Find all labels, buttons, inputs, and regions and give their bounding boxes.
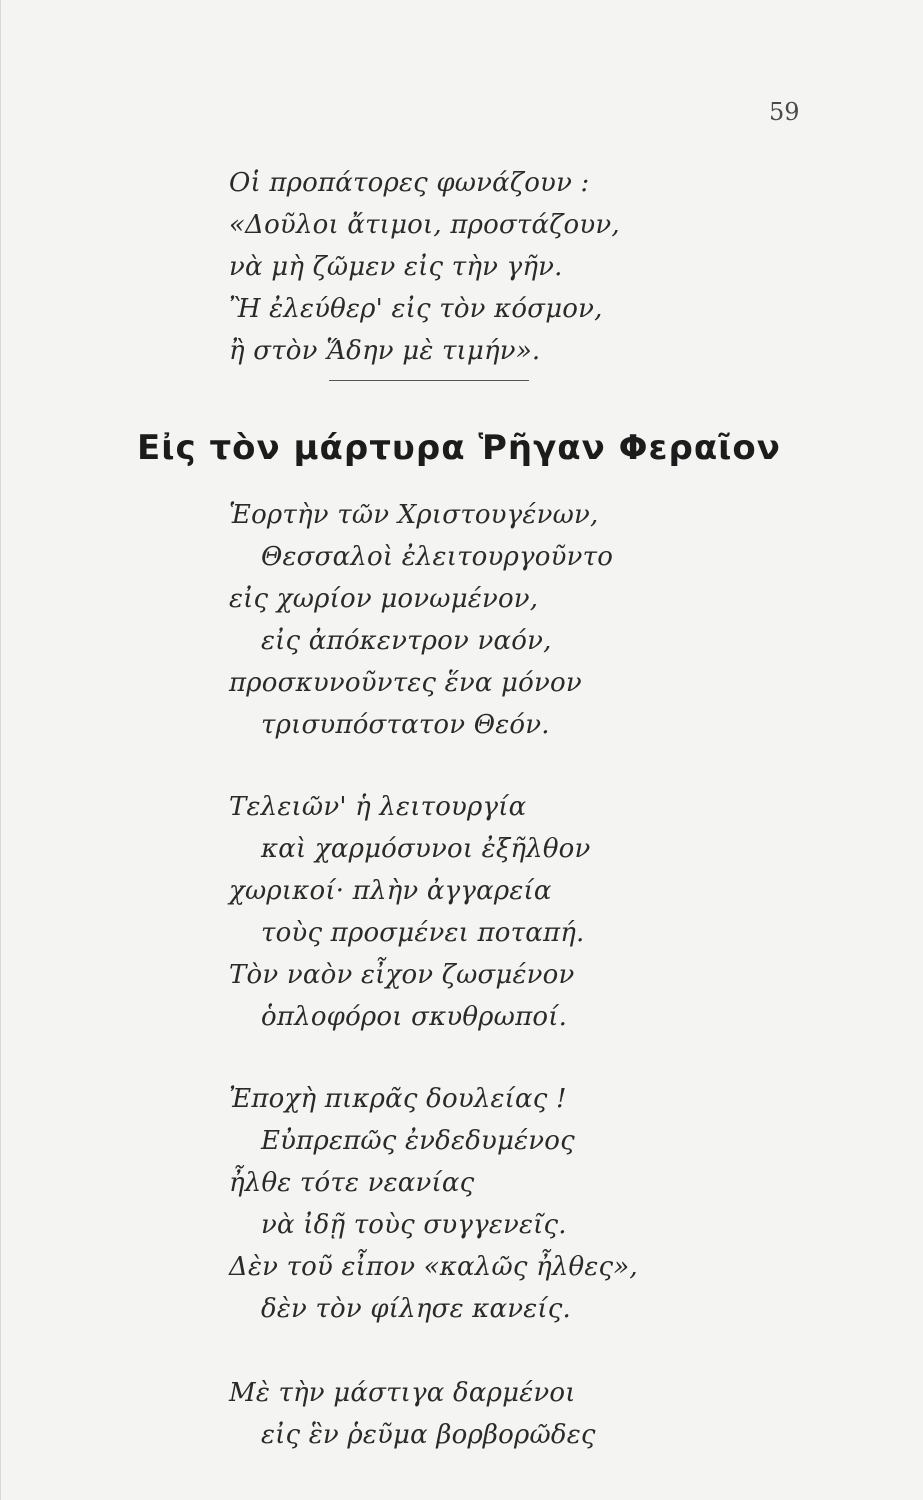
verse-line: εἰς ἀπόκεντρον ναόν, bbox=[261, 626, 552, 656]
verse-line: νὰ μὴ ζῶμεν εἰς τὴν γῆν. bbox=[229, 252, 563, 282]
verse-line: προσκυνοῦντες ἕνα μόνον bbox=[229, 668, 582, 698]
verse-line: εἰς ἓν ῥεῦμα βορβορῶδες bbox=[261, 1420, 596, 1450]
section-divider bbox=[329, 380, 529, 381]
verse-line: καὶ χαρμόσυνοι ἐξῆλθον bbox=[261, 834, 591, 864]
poem-title: Εἰς τὸν μάρτυρα Ῥῆγαν Φεραῖον bbox=[137, 428, 781, 468]
page-number: 59 bbox=[769, 98, 800, 126]
verse-line: χωρικοί· πλὴν ἀγγαρεία bbox=[229, 876, 552, 906]
verse-line: νὰ ἰδῇ τοὺς συγγενεῖς. bbox=[261, 1210, 567, 1240]
verse-line: δὲν τὸν φίλησε κανείς. bbox=[261, 1294, 571, 1324]
verse-line: τοὺς προσμένει ποταπή. bbox=[261, 918, 585, 948]
verse-line: Θεσσαλοὶ ἐλειτουργοῦντο bbox=[261, 542, 614, 572]
verse-line: τρισυπόστατον Θεόν. bbox=[261, 710, 550, 740]
verse-line: Ἢ ἐλεύθερ' εἰς τὸν κόσμον, bbox=[229, 294, 603, 324]
verse-line: Τελειῶν' ἡ λειτουργία bbox=[229, 792, 527, 822]
verse-line: «Δοῦλοι ἄτιμοι, προστάζουν, bbox=[229, 210, 620, 240]
verse-line: Δὲν τοῦ εἶπον «καλῶς ἦλθες», bbox=[229, 1252, 638, 1282]
verse-line: ἦλθε τότε νεανίας bbox=[229, 1168, 475, 1198]
verse-line: Τὸν ναὸν εἶχον ζωσμένον bbox=[229, 960, 575, 990]
verse-line: Οἱ προπάτορες φωνάζουν : bbox=[229, 168, 590, 198]
verse-line: Εὐπρεπῶς ἐνδεδυμένος bbox=[261, 1126, 575, 1156]
verse-line: Ἐποχὴ πικρᾶς δουλείας ! bbox=[229, 1084, 567, 1114]
verse-line: Ἑορτὴν τῶν Χριστουγένων, bbox=[229, 500, 599, 530]
verse-line: εἰς χωρίον μονωμένον, bbox=[229, 584, 539, 614]
verse-line: Μὲ τὴν μάστιγα δαρμένοι bbox=[229, 1378, 576, 1408]
verse-line: ὁπλοφόροι σκυθρωποί. bbox=[261, 1002, 568, 1032]
verse-line: ἢ στὸν Ἅδην μὲ τιμήν». bbox=[229, 336, 541, 366]
